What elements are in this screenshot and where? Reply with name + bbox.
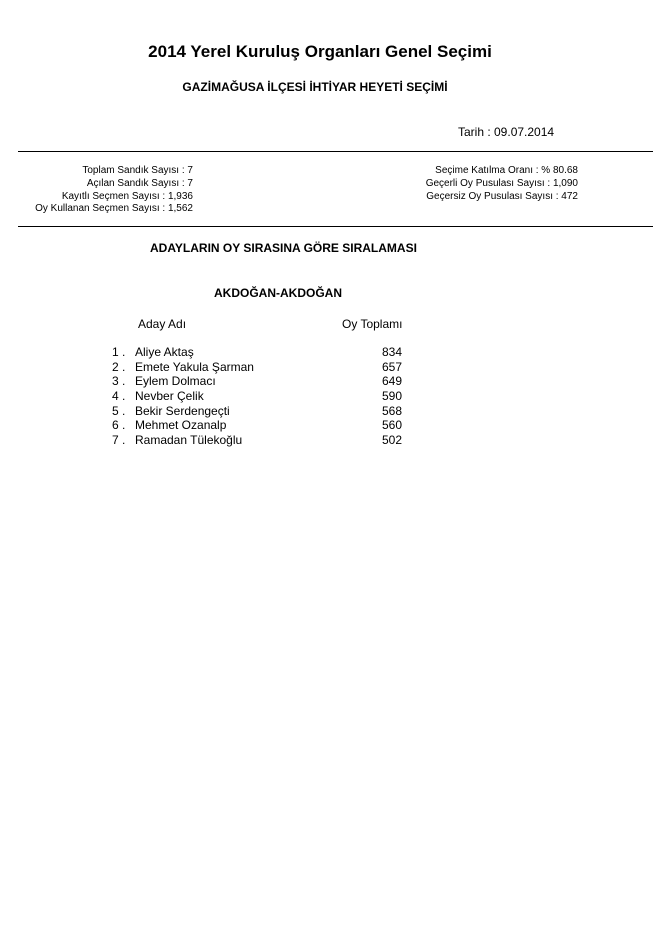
- stat-invalid-ballots: Geçersiz Oy Pusulası Sayısı : 472: [426, 190, 578, 202]
- candidate-row: [0, 360, 653, 375]
- candidate-name: Emete Yakula Şarman: [135, 359, 254, 374]
- section-title: ADAYLARIN OY SIRASINA GÖRE SIRALAMASI: [150, 241, 417, 255]
- candidate-rank: 1 .: [112, 345, 126, 359]
- stat-turnout-rate: Seçime Katılma Oranı : % 80.68: [435, 165, 578, 176]
- bottom-divider: [18, 226, 653, 227]
- candidate-name: Ramadan Tülekoğlu: [135, 433, 243, 448]
- candidate-rank: 4 .: [112, 389, 126, 404]
- candidate-rank: 5 .: [112, 403, 126, 418]
- candidate-votes: 649: [382, 374, 403, 389]
- stat-opened-boxes: Açılan Sandık Sayısı : 7: [86, 177, 193, 189]
- candidate-rank: 6 .: [112, 418, 126, 433]
- top-divider: [18, 151, 653, 152]
- document-subtitle: GAZİMAĞUSA İLÇESİ İHTİYAR HEYETİ SEÇİMİ: [182, 80, 448, 94]
- candidate-votes: 590: [382, 389, 403, 404]
- list-title: AKDOĞAN-AKDOĞAN: [214, 286, 342, 300]
- stat-valid-ballots: Geçerli Oy Pusulası Sayısı : 1,090: [425, 177, 578, 189]
- column-header-name: Aday Adı: [138, 317, 187, 331]
- candidate-rank: 7 .: [112, 433, 126, 448]
- candidate-row: [0, 345, 653, 360]
- candidate-name: Bekir Serdengeçti: [135, 403, 230, 418]
- candidate-row: [0, 374, 653, 389]
- candidate-votes: 568: [382, 403, 403, 418]
- stat-voters-voted: Oy Kullanan Seçmen Sayısı : 1,562: [35, 203, 193, 215]
- stat-total-boxes: Toplam Sandık Sayısı : 7: [82, 165, 193, 176]
- candidate-name: Aliye Aktaş: [135, 345, 194, 359]
- candidate-votes: 502: [382, 433, 403, 448]
- candidate-name: Mehmet Ozanalp: [135, 418, 227, 433]
- candidate-votes: 834: [382, 345, 403, 359]
- candidate-list: [0, 345, 653, 448]
- candidate-name: Nevber Çelik: [135, 389, 204, 404]
- candidate-rank: 3 .: [112, 374, 126, 389]
- candidate-row: [0, 418, 653, 433]
- stats-right-block: [300, 165, 578, 203]
- document-date: Tarih : 09.07.2014: [458, 125, 555, 139]
- candidate-row: [0, 404, 653, 419]
- candidate-rank: 2 .: [112, 359, 126, 374]
- column-header-votes: Oy Toplamı: [342, 317, 403, 331]
- stat-registered-voters: Kayıtlı Seçmen Sayısı : 1,936: [61, 190, 193, 202]
- candidate-votes: 560: [382, 418, 403, 433]
- candidate-row: [0, 433, 653, 448]
- document-title: 2014 Yerel Kuruluş Organları Genel Seçimi: [148, 42, 492, 61]
- candidate-votes: 657: [382, 359, 403, 374]
- candidate-row: [0, 389, 653, 404]
- stats-left-block: [35, 165, 193, 216]
- candidate-name: Eylem Dolmacı: [135, 374, 216, 389]
